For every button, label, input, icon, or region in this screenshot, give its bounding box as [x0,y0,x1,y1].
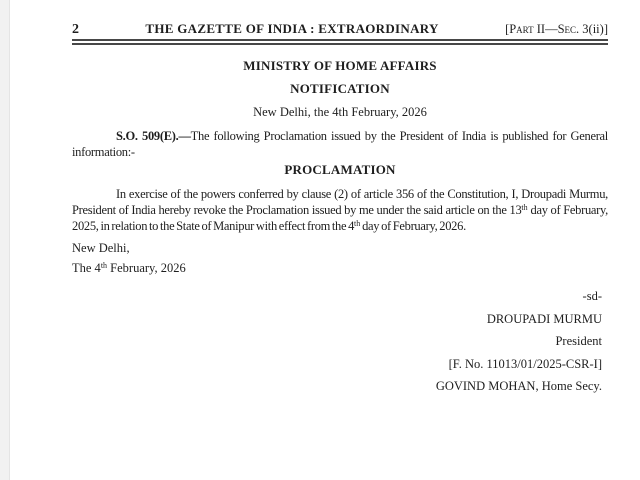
proclamation-line-3-text: 2025, in relation to the State of Manipur with effect from the 4 [72,219,355,233]
file-number: [F. No. 11013/01/2025-CSR-I] [448,356,602,371]
running-header [72,21,608,37]
part-section-smallcaps: [Part II—Sec. [505,22,580,36]
proclamation-line-2 [72,202,608,218]
so-paragraph-line-2: information:- [72,145,135,159]
date-text: The 4 [72,261,101,275]
ordinal-superscript: th [100,261,108,270]
part-section-rest: 3(ii)] [579,22,608,36]
so-paragraph-line-1 [72,128,608,144]
signature-sd: -sd- [582,289,602,303]
proclamation-line-2-text: President of India hereby revoke the Proclamation issued by me under the said article on the 13 [72,203,522,217]
proclamation-line-1: In exercise of the powers conferred by clause (2) of article 356 of the Constitution, I, Droupadi Murmu, [116,187,608,201]
proclamation-line-3 [72,218,608,234]
page-left-edge [0,0,10,480]
so-text: The following Proclamation issued by the President of India is published for General [190,129,608,143]
part-section-reference [505,22,608,37]
ordinal-superscript: th [521,203,528,212]
header-double-rule [72,39,608,45]
ministry-heading: MINISTRY OF HOME AFFAIRS [243,58,437,73]
proclamation-paragraph [72,186,608,234]
signature-block [72,285,608,398]
ordinal-superscript: th [354,219,361,228]
page-content [72,0,608,398]
secretary-name: GOVIND MOHAN, Home Secy. [435,379,602,394]
so-paragraph [72,128,608,160]
proclamation-line-3-tail: day of February, 2026. [360,219,466,233]
notification-heading: NOTIFICATION [290,81,390,96]
proclamation-line-2-tail: day of February, [527,203,608,217]
proclamation-heading: PROCLAMATION [284,162,396,177]
signatory-name: DROUPADI MURMU [486,311,602,326]
gazette-title: THE GAZETTE OF INDIA : EXTRAORDINARY [145,21,439,36]
signatory-designation: President [555,334,602,349]
place-line: New Delhi, [72,241,130,255]
page-number: 2 [72,22,79,37]
so-number: S.O. 509(E).— [116,129,191,143]
date-tail: February, 2026 [107,261,186,275]
dateline: New Delhi, the 4th February, 2026 [253,105,427,119]
date-line [72,260,608,276]
